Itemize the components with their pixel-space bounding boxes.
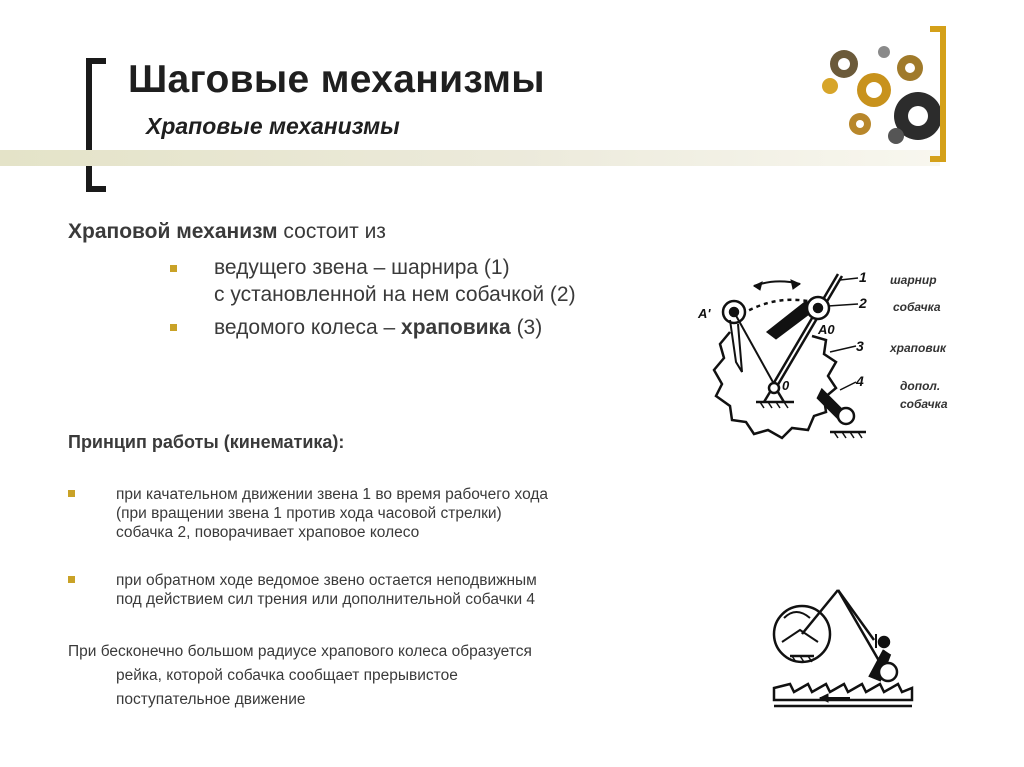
label-4: 4 [856, 373, 864, 389]
rack-note-line2: рейка, которой собачка сообщает прерывистое [116, 667, 458, 684]
rack-diagram [766, 584, 916, 718]
label-extra-pawl-1: допол. [900, 379, 941, 393]
intro-rest: состоит из [277, 220, 386, 243]
component-2 [214, 314, 542, 341]
bullet-square [170, 265, 177, 272]
principle-item-1-line3: собачка 2, поворачивает храповое колесо [116, 524, 420, 541]
label-3: 3 [856, 338, 864, 354]
principle-item-1-line2: (при вращении звена 1 против хода часовой стрелки) [116, 505, 502, 522]
component-2-bold: храповика [401, 316, 511, 339]
gear-icon [822, 46, 942, 144]
bullet-square [68, 490, 75, 497]
bullet-square [170, 324, 177, 331]
component-1-line1: ведущего звена – шарнира (1) [214, 256, 510, 279]
label-extra-pawl-2: собачка [900, 397, 948, 411]
page-subtitle: Храповые механизмы [146, 113, 400, 139]
label-1: 1 [859, 269, 867, 285]
label-a0: A0 [818, 322, 835, 337]
right-bracket [930, 26, 946, 162]
bullet-square [68, 576, 75, 583]
left-bracket [86, 58, 106, 192]
principle-item-2-line2: под действием сил трения или дополнительной собачки 4 [116, 591, 536, 608]
principle-item-1-line1: при качательном движении звена 1 во время рабочего хода [116, 486, 549, 503]
page-title: Шаговые механизмы [128, 58, 545, 101]
ratchet-diagram [690, 262, 880, 446]
gears-image [814, 38, 946, 150]
component-2-prefix: ведомого колеса – [214, 316, 402, 339]
label-pawl: собачка [893, 300, 941, 314]
label-o: 0 [782, 378, 790, 393]
header-divider [0, 150, 940, 166]
label-2: 2 [859, 295, 867, 311]
label-a-prime: A' [698, 306, 711, 321]
rack-note-line3: поступательное движение [116, 691, 306, 708]
principle-item-2-line1: при обратном ходе ведомое звено остается неподвижным [116, 572, 537, 589]
label-hinge: шарнир [890, 273, 937, 287]
intro-bold: Храповой механизм [68, 220, 278, 243]
rack-note-line1: При бесконечно большом радиусе храпового колеса образуется [68, 643, 532, 660]
component-1-line2: с установленной на нем собачкой (2) [214, 283, 576, 306]
component-2-suffix: (3) [510, 316, 543, 339]
label-ratchet: храповик [890, 341, 946, 355]
principle-heading: Принцип работы (кинематика): [68, 432, 345, 452]
intro-text [68, 220, 386, 244]
